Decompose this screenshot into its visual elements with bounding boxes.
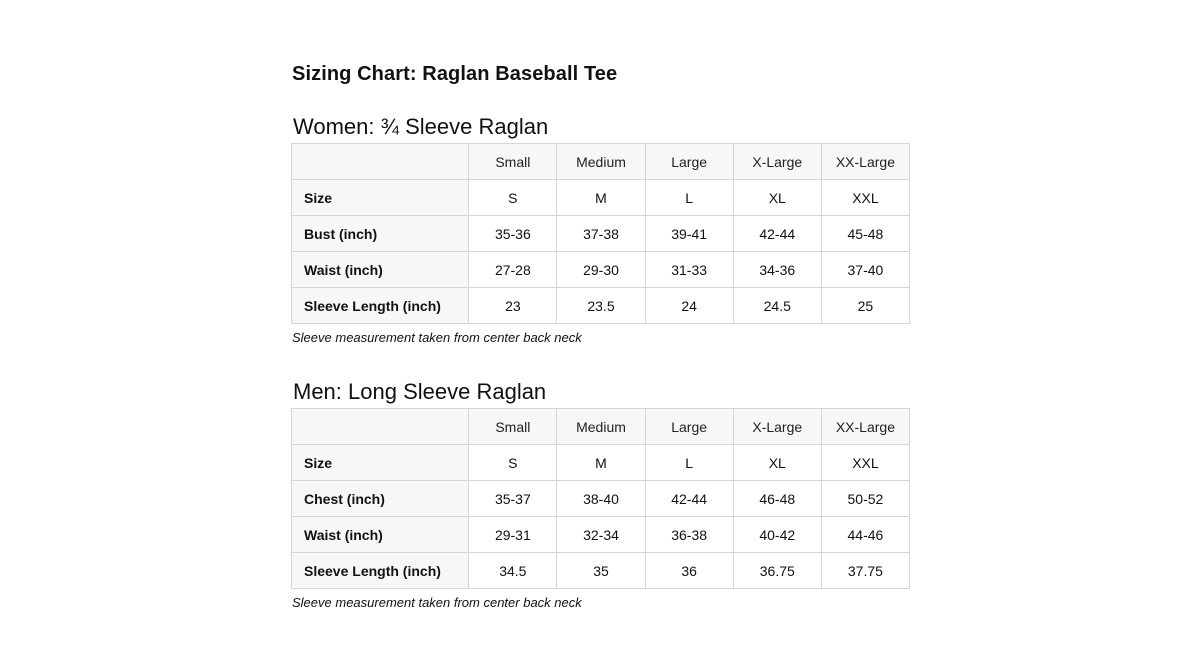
table-cell: 25 — [821, 288, 909, 324]
table-row — [292, 252, 910, 288]
table-cell: 44-46 — [821, 517, 909, 553]
table-row — [292, 288, 910, 324]
table-cell: 37.75 — [821, 553, 909, 589]
table-cell: XXL — [821, 445, 909, 481]
header-cell-blank — [292, 409, 469, 445]
table-row — [292, 553, 910, 589]
table-cell: 34-36 — [733, 252, 821, 288]
table-cell: S — [469, 180, 557, 216]
header-cell-large: Large — [645, 409, 733, 445]
table-row — [292, 180, 910, 216]
row-label: Bust (inch) — [292, 216, 469, 252]
row-label: Waist (inch) — [292, 517, 469, 553]
men-heading: Men: Long Sleeve Raglan — [293, 379, 547, 404]
table-cell: 42-44 — [645, 481, 733, 517]
table-row — [292, 517, 910, 553]
table-cell: 35 — [557, 553, 645, 589]
men-size-table — [291, 408, 910, 589]
header-cell-small: Small — [469, 144, 557, 180]
table-cell: 24.5 — [733, 288, 821, 324]
header-cell-x-large: X-Large — [733, 144, 821, 180]
table-row — [292, 481, 910, 517]
row-label: Sleeve Length (inch) — [292, 288, 469, 324]
table-cell: 35-37 — [469, 481, 557, 517]
row-label: Sleeve Length (inch) — [292, 553, 469, 589]
header-cell-xx-large: XX-Large — [821, 409, 909, 445]
row-label: Size — [292, 445, 469, 481]
women-heading: Women: ¾ Sleeve Raglan — [293, 114, 549, 139]
table-cell: 45-48 — [821, 216, 909, 252]
table-cell: 27-28 — [469, 252, 557, 288]
table-cell: 32-34 — [557, 517, 645, 553]
table-cell: 23 — [469, 288, 557, 324]
men-sleeve-note: Sleeve measurement taken from center back neck — [292, 595, 582, 610]
table-cell: 36.75 — [733, 553, 821, 589]
table-row — [292, 216, 910, 252]
table-cell: 29-31 — [469, 517, 557, 553]
table-cell: 40-42 — [733, 517, 821, 553]
table-cell: L — [645, 180, 733, 216]
table-cell: S — [469, 445, 557, 481]
men-section — [291, 377, 911, 611]
women-size-table — [291, 143, 910, 324]
table-cell: 37-40 — [821, 252, 909, 288]
row-label: Size — [292, 180, 469, 216]
header-cell-x-large: X-Large — [733, 409, 821, 445]
table-header-row — [292, 144, 910, 180]
table-cell: M — [557, 445, 645, 481]
row-label: Waist (inch) — [292, 252, 469, 288]
women-section — [291, 112, 911, 346]
women-sleeve-note: Sleeve measurement taken from center back neck — [292, 330, 582, 345]
table-header-row — [292, 409, 910, 445]
table-cell: 36 — [645, 553, 733, 589]
table-cell: 31-33 — [645, 252, 733, 288]
table-cell: 24 — [645, 288, 733, 324]
row-label: Chest (inch) — [292, 481, 469, 517]
table-cell: M — [557, 180, 645, 216]
table-cell: 50-52 — [821, 481, 909, 517]
header-cell-medium: Medium — [557, 144, 645, 180]
header-cell-xx-large: XX-Large — [821, 144, 909, 180]
table-cell: 23.5 — [557, 288, 645, 324]
header-cell-medium: Medium — [557, 409, 645, 445]
table-cell: XXL — [821, 180, 909, 216]
header-cell-small: Small — [469, 409, 557, 445]
table-cell: 38-40 — [557, 481, 645, 517]
table-cell: XL — [733, 445, 821, 481]
table-cell: 42-44 — [733, 216, 821, 252]
table-cell: 37-38 — [557, 216, 645, 252]
table-cell: 34.5 — [469, 553, 557, 589]
table-cell: L — [645, 445, 733, 481]
header-cell-blank — [292, 144, 469, 180]
table-cell: 36-38 — [645, 517, 733, 553]
table-row — [292, 445, 910, 481]
table-cell: 39-41 — [645, 216, 733, 252]
header-cell-large: Large — [645, 144, 733, 180]
table-cell: 35-36 — [469, 216, 557, 252]
table-cell: 29-30 — [557, 252, 645, 288]
table-cell: XL — [733, 180, 821, 216]
page-title: Sizing Chart: Raglan Baseball Tee — [292, 63, 618, 85]
table-cell: 46-48 — [733, 481, 821, 517]
